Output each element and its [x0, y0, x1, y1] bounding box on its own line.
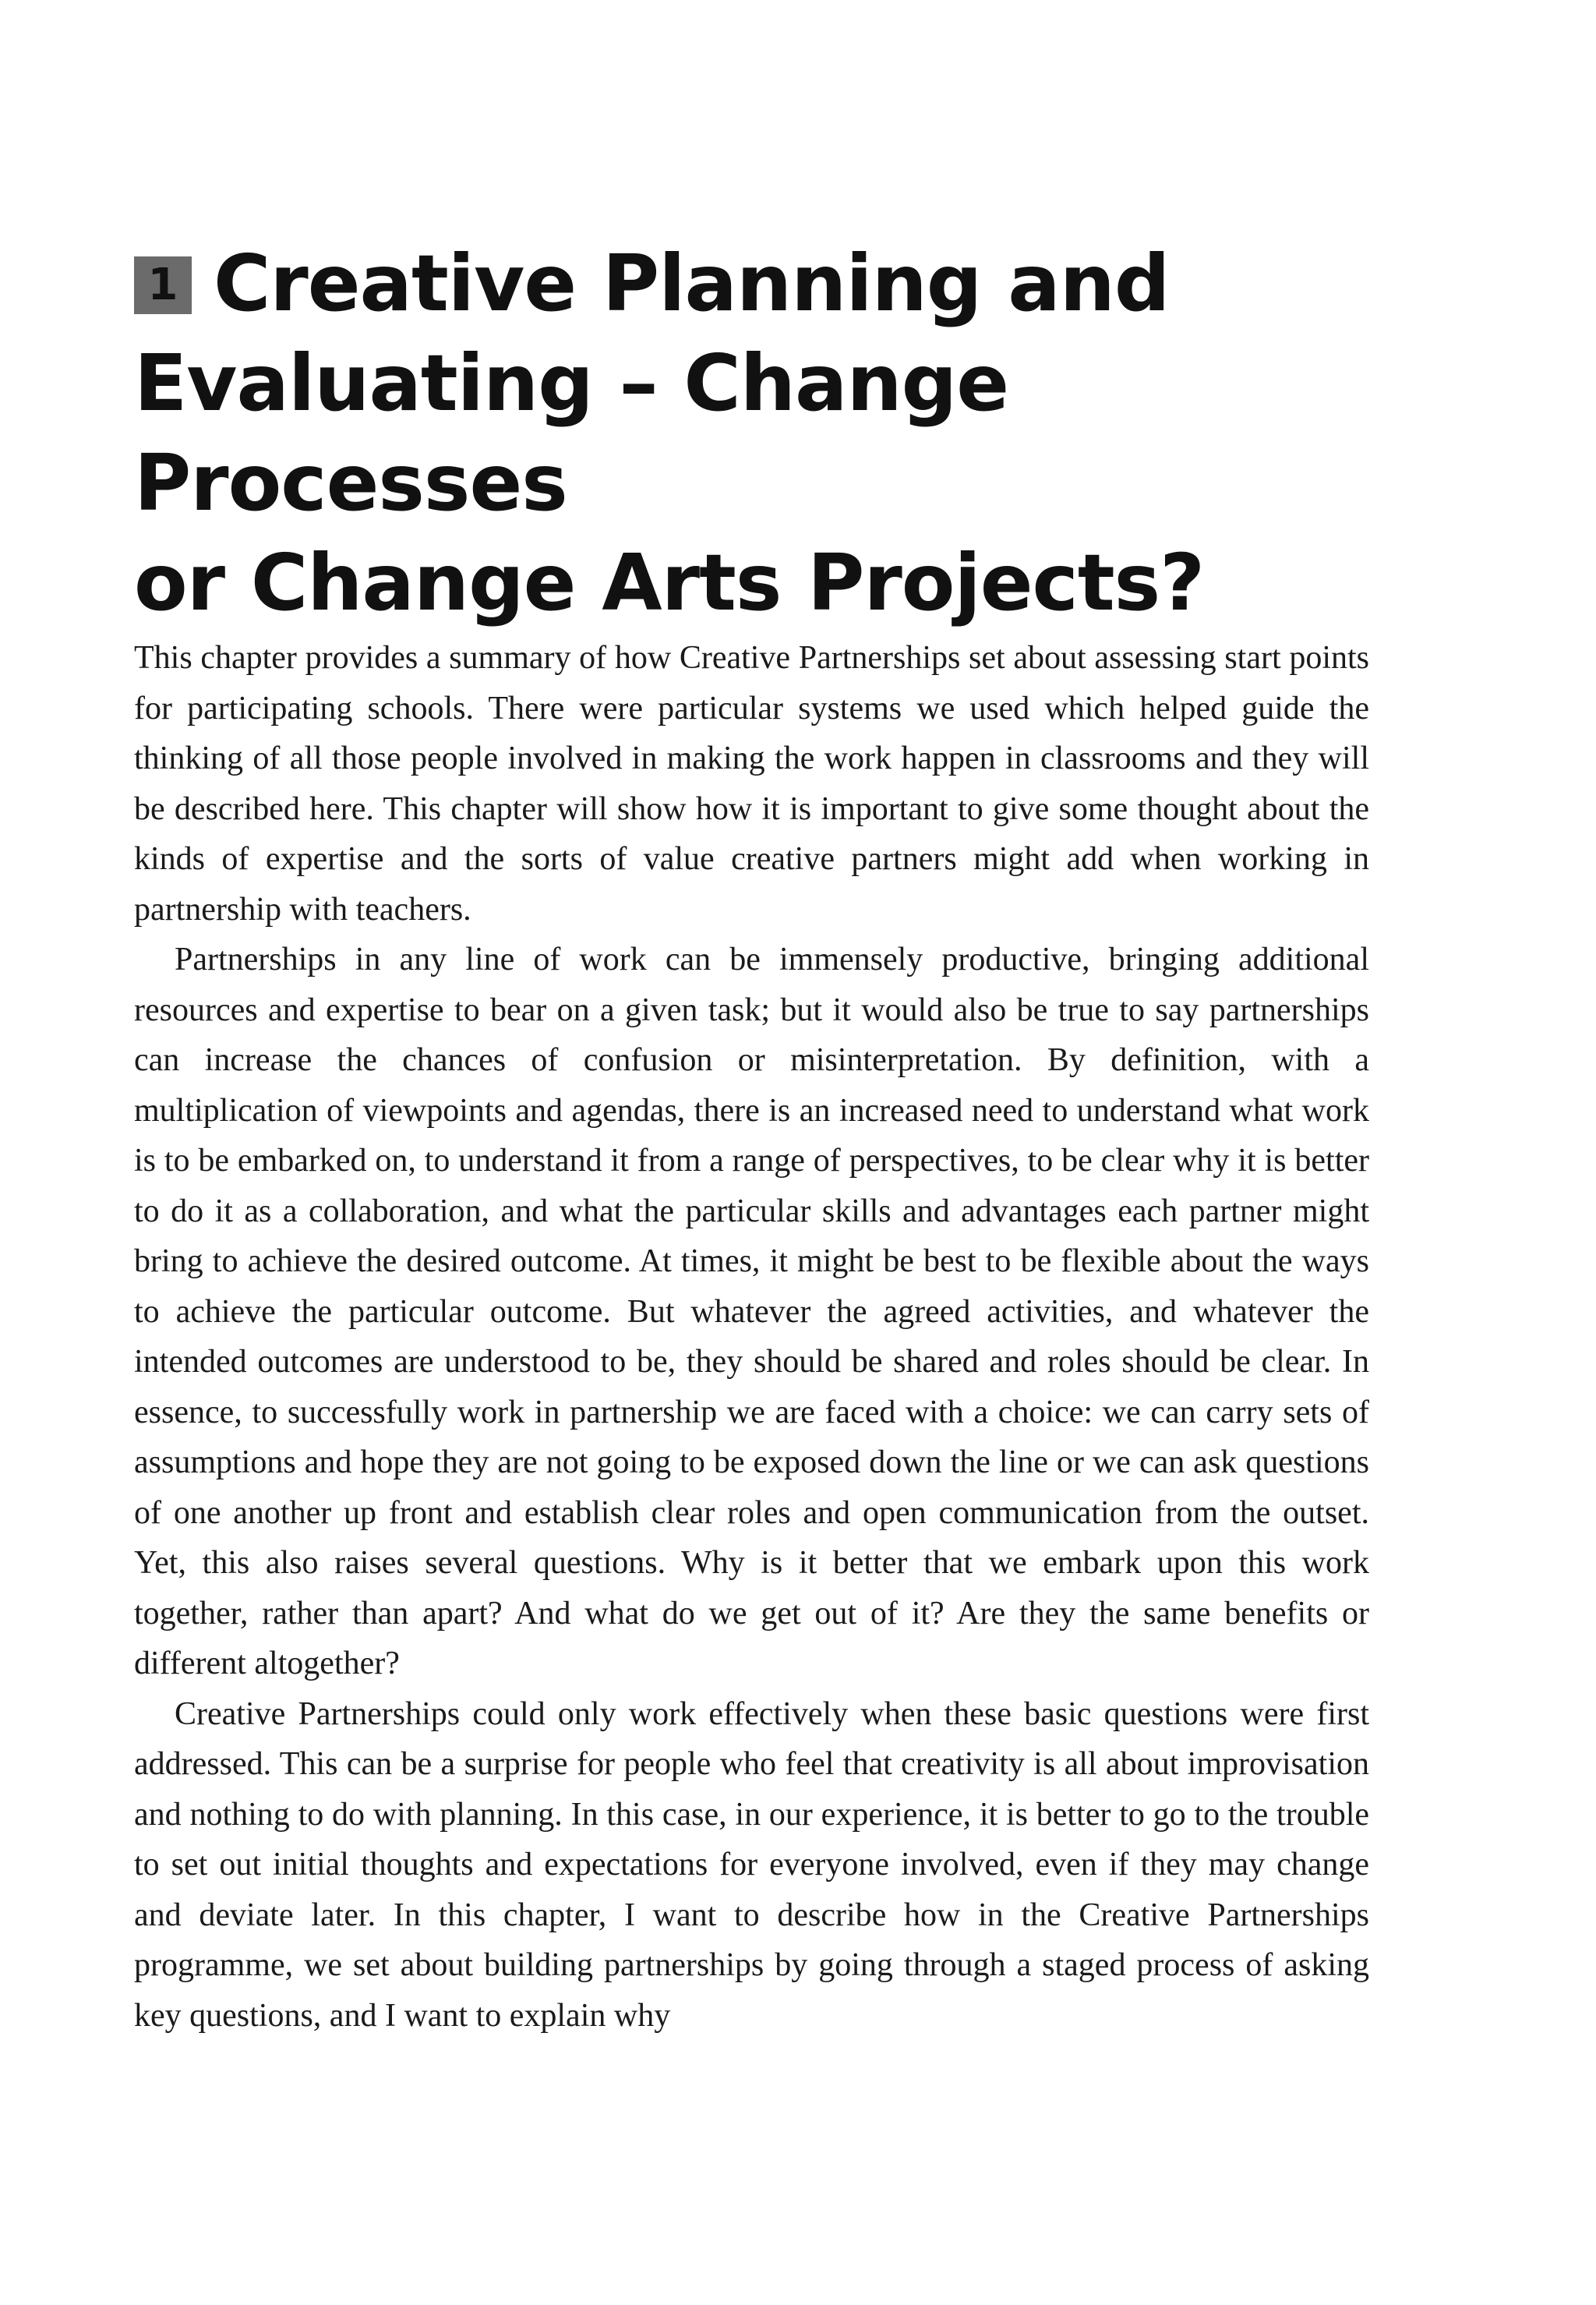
chapter-number-badge: 1	[134, 256, 192, 314]
chapter-body	[134, 633, 1369, 2041]
chapter-title-text-1: Creative Planning and	[214, 238, 1170, 329]
chapter-title-line-2: Evaluating – Change Processes	[134, 338, 1009, 529]
paragraph-intro: This chapter provides a summary of how Creative Partnerships set about assessing start points for participating schools. There were particular systems we used which helped guide the thinking of all those people involved in making the work happen in classrooms and they will be described here. This chapter will show how it is important to give some thought about the kinds of expertise and the sorts of value creative partners might add when working in partnership with teachers.	[134, 640, 1369, 928]
chapter-title-line-1	[134, 234, 1381, 334]
chapter-heading	[134, 234, 1381, 633]
paragraph-creative-partnerships: Creative Partnerships could only work effectively when these basic questions were first addressed. This can be a surprise for people who feel that creativity is all about improvisation and nothing to do with planning. In this case, in our experience, it is better to go to the trouble to set out initial thoughts and expectations for everyone involved, even if they may change and deviate later. In this chapter, I want to describe how in the Creative Partnerships programme, we set about building partnerships by going through a staged process of asking key questions, and I want to explain why	[134, 1695, 1369, 2034]
chapter-title-line-3: or Change Arts Projects?	[134, 537, 1205, 628]
paragraph-partnerships: Partnerships in any line of work can be immensely productive, bringing additional resources and expertise to bear on a given task; but it would also be true to say partnerships can increase the chances of confusion or misinterpretation. By definition, with a multiplication of viewpoints and agendas, there is an increased need to understand what work is to be embarked on, to understand it from a range of perspectives, to be clear why it is better to do it as a collaboration, and what the particular skills and advantages each partner might bring to achieve the desired outcome. At times, it might be best to be flexible about the ways to achieve the particular outcome. But whatever the agreed activities, and whatever the intended outcomes are understood to be, they should be shared and roles should be clear. In essence, to successfully work in partnership we are faced with a choice: we can carry sets of assumptions and hope they are not going to be exposed down the line or we can ask questions of one another up front and establish clear roles and open communication from the outset. Yet, this also raises several questions. Why is it better that we embark upon this work together, rather than apart? And what do we get out of it? Are they the same benefits or different altogether?	[134, 942, 1369, 1681]
